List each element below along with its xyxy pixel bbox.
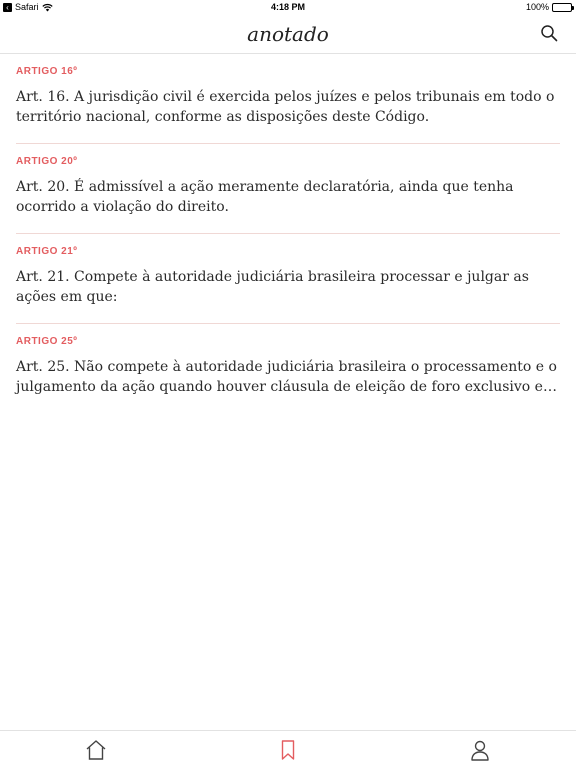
- article-heading: ARTIGO 21º: [16, 246, 78, 257]
- battery-icon: [552, 3, 572, 12]
- back-app-label: Safari: [15, 2, 39, 12]
- article-list: [0, 54, 576, 413]
- article-heading: ARTIGO 25º: [16, 336, 78, 347]
- article-text: Art. 21. Compete à autoridade judiciária brasileira processar e julgar as ações em que:: [16, 269, 529, 305]
- article-text: Art. 20. É admissível a ação meramente declaratória, ainda que tenha ocorrido a violação do direito.: [16, 179, 514, 215]
- list-item[interactable]: [0, 234, 576, 323]
- list-item[interactable]: [0, 54, 576, 143]
- tab-bar: [0, 730, 576, 768]
- status-time: 4:18 PM: [270, 2, 305, 12]
- article-text: Art. 16. A jurisdição civil é exercida pelos juízes e pelos tribunais em todo o território nacional, conforme as disposições deste Código.: [16, 89, 555, 125]
- back-arrow-icon: ‹: [3, 3, 12, 12]
- bookmark-icon[interactable]: [277, 739, 299, 761]
- list-item[interactable]: [0, 324, 576, 413]
- battery-percent: 100%: [525, 2, 549, 12]
- article-heading: ARTIGO 16º: [16, 66, 78, 77]
- app-title: anotado: [247, 22, 329, 46]
- nav-bar: [0, 16, 576, 54]
- list-item[interactable]: [0, 144, 576, 233]
- status-bar: [0, 0, 576, 16]
- article-text: Art. 25. Não compete à autoridade judiciária brasileira o processamento e o julgamento da ação quando houver cláusula de eleição de foro exclusivo e…: [16, 359, 557, 395]
- house-icon[interactable]: [85, 739, 107, 761]
- person-icon[interactable]: [469, 739, 491, 761]
- search-icon[interactable]: [540, 24, 558, 42]
- article-heading: ARTIGO 20º: [16, 156, 78, 167]
- battery-status: [526, 2, 572, 12]
